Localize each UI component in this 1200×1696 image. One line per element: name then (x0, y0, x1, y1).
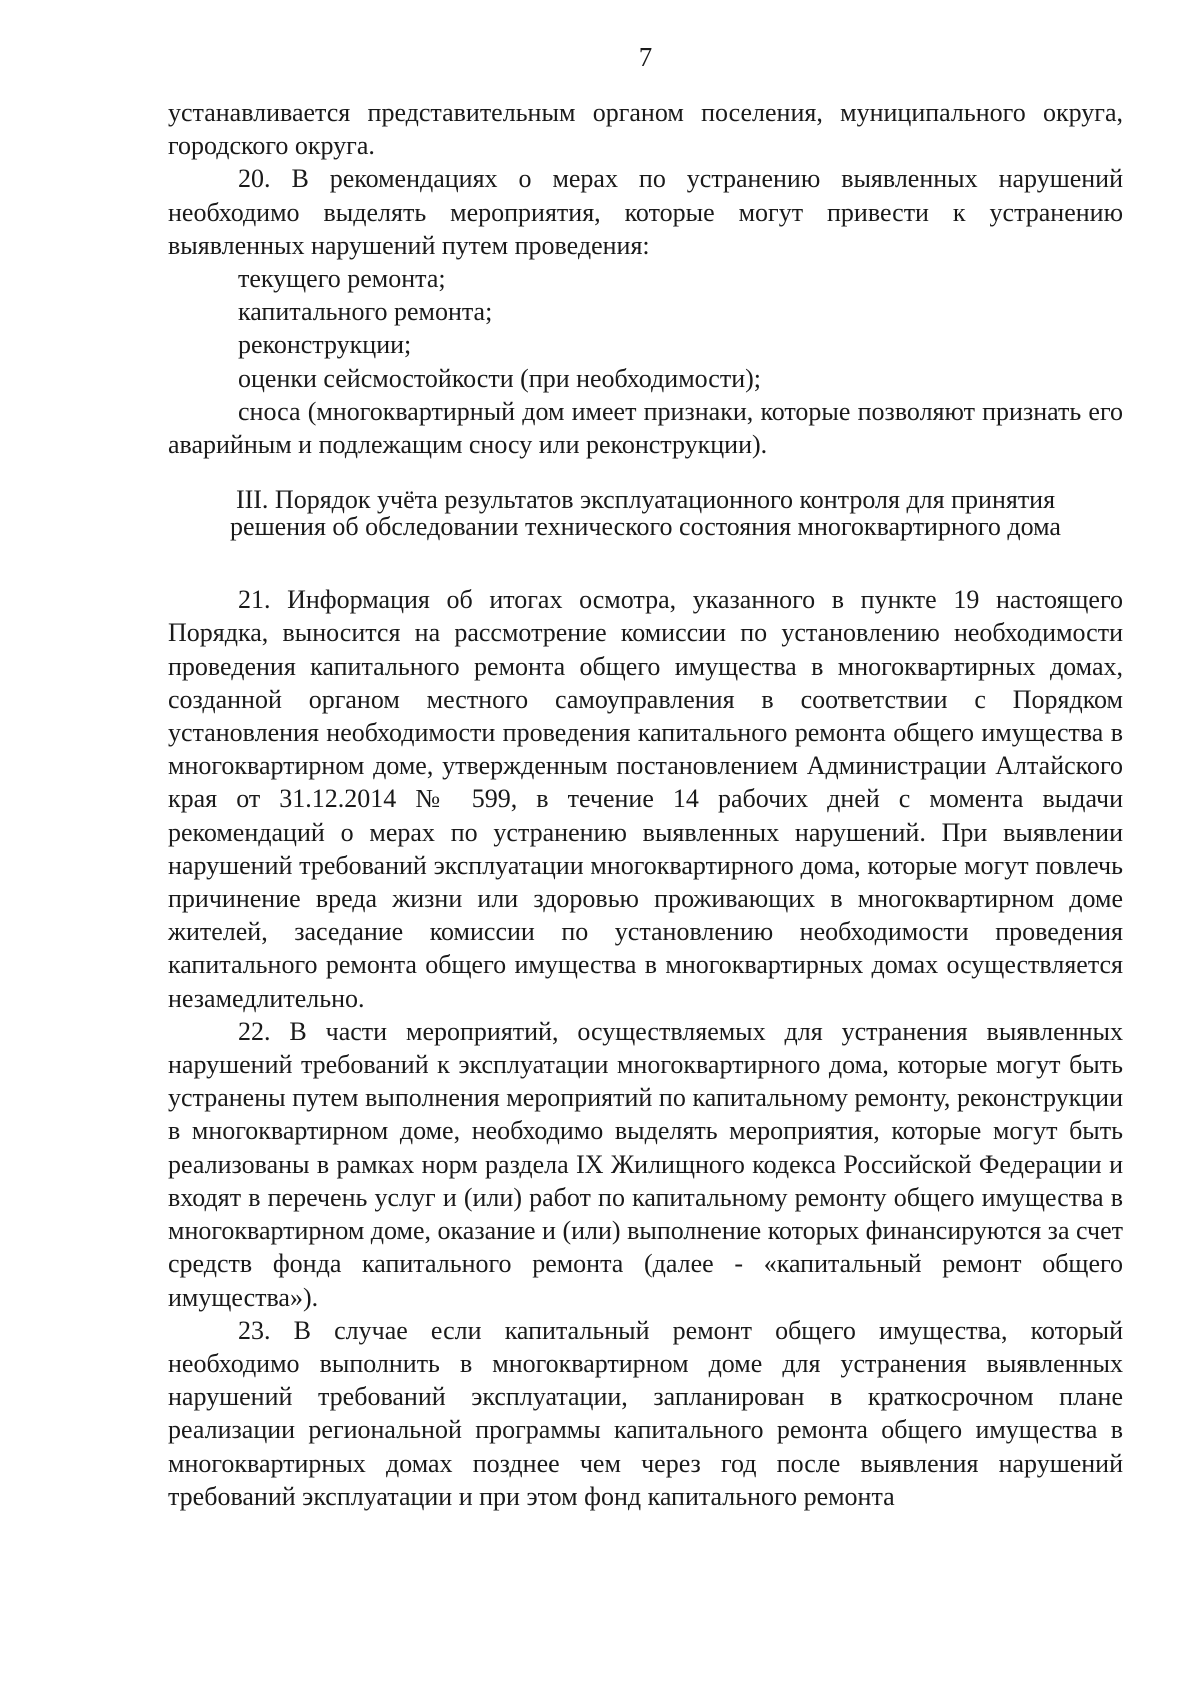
list-item-current-repair: текущего ремонта; (238, 264, 446, 294)
intro-paragraph: устанавливается представительным органом поселения, муниципального округа, городского округа. (168, 98, 1123, 161)
paragraph-21: 21. Информация об итогах осмотра, указанного в пункте 19 настоящего Порядка, выносится на рассмотрение комиссии по установлению необходимости проведения капитального ремонта общего имущества в многоквартирных домах, созданной органом местного самоуправления в соответствии с Порядком установления необходимости проведения капитального ремонта общего имущества в многоквартирном доме, утвержденным постановлением Администрации Алтайского края от 31.12.2014 № 599, в течение 14 рабочих дней с момента выдачи рекомендаций о мерах по устранению выявленных нарушений. При выявлении нарушений требований эксплуатации многоквартирного дома, которые могут повлечь причинение вреда жизни или здоровью проживающих в многоквартирном доме жителей, заседание комиссии по установлению необходимости проведения капитального ремонта общего имущества в многоквартирных домах осуществляется незамедлительно. (168, 585, 1123, 1013)
list-item-demolition: сноса (многоквартирный дом имеет признаки, которые позволяют признать его аварийным и подлежащим сносу или реконструкции). (168, 396, 1123, 460)
section-3-heading (168, 486, 1123, 540)
list-item-reconstruction: реконструкции; (238, 330, 412, 360)
paragraph-20: 20. В рекомендациях о мерах по устранению выявленных нарушений необходимо выделять мероприятия, которые могут привести к устранению выявленных нарушений путем проведения: (168, 164, 1123, 260)
page-number: 7 (638, 42, 653, 72)
paragraph-23: 23. В случае если капитальный ремонт общего имущества, который необходимо выполнить в многоквартирном доме для устранения выявленных нарушений требований эксплуатации, запланирован в краткосрочном плане реализации региональной программы капитального ремонта общего имущества в многоквартирных домах позднее чем через год после выявления нарушений требований эксплуатации и при этом фонд капитального ремонта (168, 1315, 1123, 1511)
paragraph-22: 22. В части мероприятий, осуществляемых для устранения выявленных нарушений требований к эксплуатации многоквартирного дома, которые могут быть устранены путем выполнения мероприятий по капитальному ремонту, реконструкции в многоквартирном доме, необходимо выделять мероприятия, которые могут быть реализованы в рамках норм раздела IX Жилищного кодекса Российской Федерации и входят в перечень услуг и (или) работ по капитальному ремонту общего имущества в многоквартирном доме, оказание и (или) выполнение которых финансируются за счет средств фонда капитального ремонта (далее - «капитальный ремонт общего имущества»). (168, 1016, 1123, 1312)
section-3-heading-line-2: решения об обследовании технического состояния многоквартирного дома (230, 512, 1061, 542)
document-page (168, 40, 1123, 1513)
list-item-seismic-assessment: оценки сейсмостойкости (при необходимости); (238, 363, 761, 393)
list-item-capital-repair: капитального ремонта; (238, 297, 493, 327)
section-3-heading-line-1: III. Порядок учёта результатов эксплуатационного контроля для принятия (235, 485, 1056, 515)
